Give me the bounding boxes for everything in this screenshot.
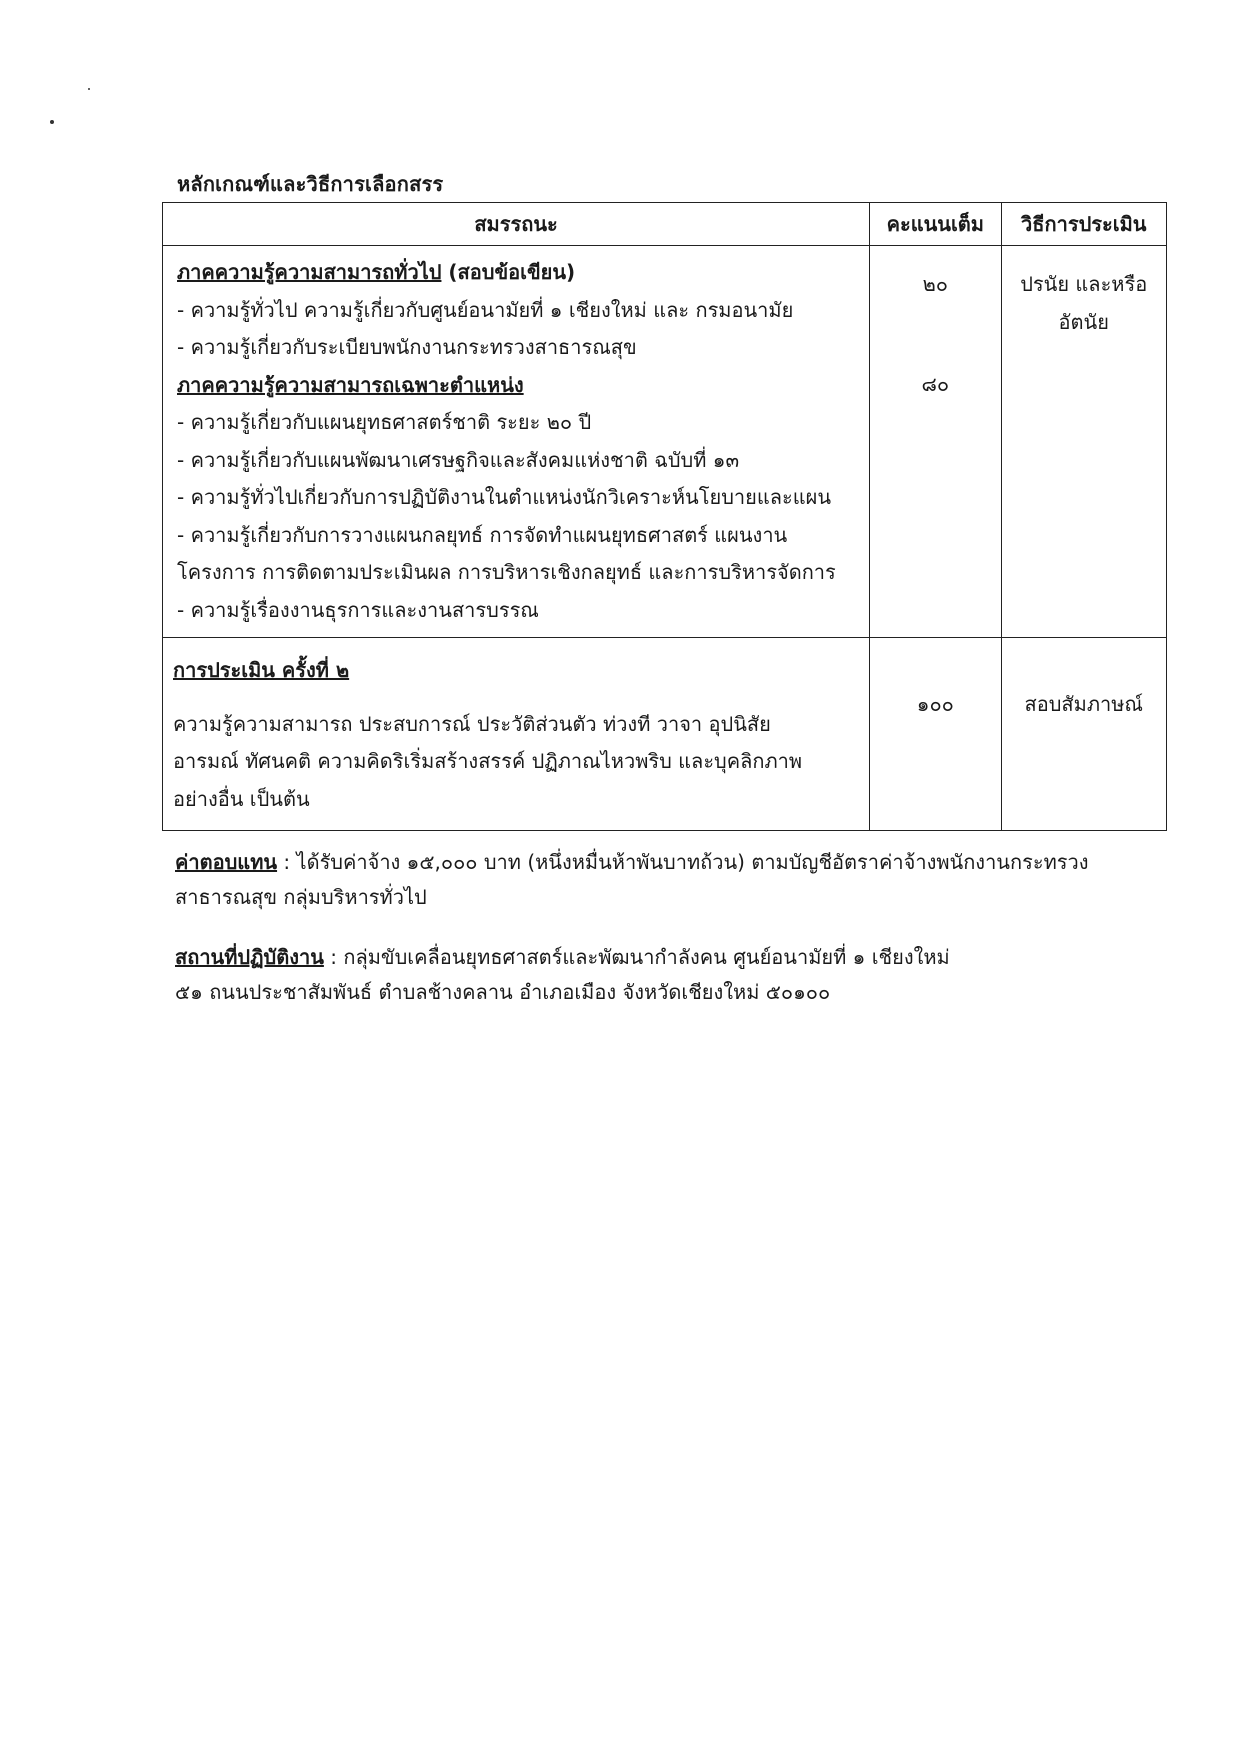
section-suffix: (สอบข้อเขียน) xyxy=(441,260,576,284)
competency-cell xyxy=(163,638,870,831)
description-line: ความรู้ความสามารถ ประสบการณ์ ประวัติส่วนตัว ท่วงที วาจา อุปนิสัย xyxy=(173,711,771,736)
compensation-label: ค่าตอบแทน xyxy=(175,850,278,874)
section-general-knowledge-heading xyxy=(177,254,861,292)
full-score-cell xyxy=(870,246,1001,638)
list-item: - ความรู้เกี่ยวกับการวางแผนกลยุทธ์ การจัดทำแผนยุทธศาสตร์ แผนงาน xyxy=(177,522,788,547)
scan-speck xyxy=(88,88,90,90)
workplace-label: สถานที่ปฏิบัติงาน xyxy=(175,945,324,969)
compensation-paragraph xyxy=(175,845,1135,915)
description-line: อย่างอื่น เป็นต้น xyxy=(173,786,310,811)
table-row xyxy=(163,246,1167,638)
assessment-method-cell: สอบสัมภาษณ์ xyxy=(1001,638,1167,831)
list-item: - ความรู้เกี่ยวกับระเบียบพนักงานกระทรวงสาธารณสุข xyxy=(177,335,637,359)
method-line: ปรนัย และหรือ xyxy=(1020,272,1148,296)
score-specific-knowledge: ๘๐ xyxy=(921,371,950,396)
list-item: - ความรู้ทั่วไปเกี่ยวกับการปฏิบัติงานในตำแหน่งนักวิเคราะห์นโยบายและแผน xyxy=(177,485,832,509)
workplace-address: ๕๑ ถนนประชาสัมพันธ์ ตำบลช้างคลาน อำเภอเมือง จังหวัดเชียงใหม่ ๕๐๑๐๐ xyxy=(175,980,831,1004)
table-header-row xyxy=(163,203,1167,246)
column-header-competency: สมรรถนะ xyxy=(163,203,870,246)
second-assessment-title: การประเมิน ครั้งที่ ๒ xyxy=(173,658,350,682)
list-item: - ความรู้ทั่วไป ความรู้เกี่ยวกับศูนย์อนามัยที่ ๑ เชียงใหม่ และ กรมอนามัย xyxy=(177,297,794,322)
workplace-paragraph xyxy=(175,940,1135,1010)
compensation-text-continued: สาธารณสุข กลุ่มบริหารทั่วไป xyxy=(175,885,427,909)
section-title: ภาคความรู้ความสามารถทั่วไป xyxy=(177,260,442,284)
compensation-text: : ได้รับค่าจ้าง ๑๕,๐๐๐ บาท (หนึ่งหมื่นห้าพันบาทถ้วน) ตามบัญชีอัตราค่าจ้างพนักงานกระทรวง xyxy=(277,850,1089,874)
scan-speck xyxy=(50,120,54,124)
page-heading: หลักเกณฑ์และวิธีการเลือกสรร xyxy=(177,172,444,196)
list-item: - ความรู้เกี่ยวกับแผนยุทธศาสตร์ชาติ ระยะ ๒๐ ปี xyxy=(177,410,592,434)
assessment-method-cell xyxy=(1001,246,1167,638)
column-header-full-score: คะแนนเต็ม xyxy=(870,203,1001,246)
workplace-text: : กลุ่มขับเคลื่อนยุทธศาสตร์และพัฒนากำลังคน ศูนย์อนามัยที่ ๑ เชียงใหม่ xyxy=(323,945,950,969)
column-header-assessment-method: วิธีการประเมิน xyxy=(1001,203,1167,246)
section-specific-knowledge-heading xyxy=(177,367,861,405)
table-row xyxy=(163,638,1167,831)
full-score-cell: ๑๐๐ xyxy=(870,638,1001,831)
selection-criteria-table xyxy=(162,202,1167,831)
score-general-knowledge: ๒๐ xyxy=(922,272,948,296)
list-item: - ความรู้เกี่ยวกับแผนพัฒนาเศรษฐกิจและสังคมแห่งชาติ ฉบับที่ ๑๓ xyxy=(177,447,740,472)
method-line: อัตนัย xyxy=(1058,309,1109,334)
description-line: อารมณ์ ทัศนคติ ความคิดริเริ่มสร้างสรรค์ ปฏิภาณไหวพริบ และบุคลิกภาพ xyxy=(173,749,803,773)
section-title: ภาคความรู้ความสามารถเฉพาะตำแหน่ง xyxy=(177,372,524,397)
competency-cell xyxy=(163,246,870,638)
list-item-continuation: โครงการ การติดตามประเมินผล การบริหารเชิงกลยุทธ์ และการบริหารจัดการ xyxy=(177,560,836,584)
list-item: - ความรู้เรื่องงานธุรการและงานสารบรรณ xyxy=(177,597,539,622)
